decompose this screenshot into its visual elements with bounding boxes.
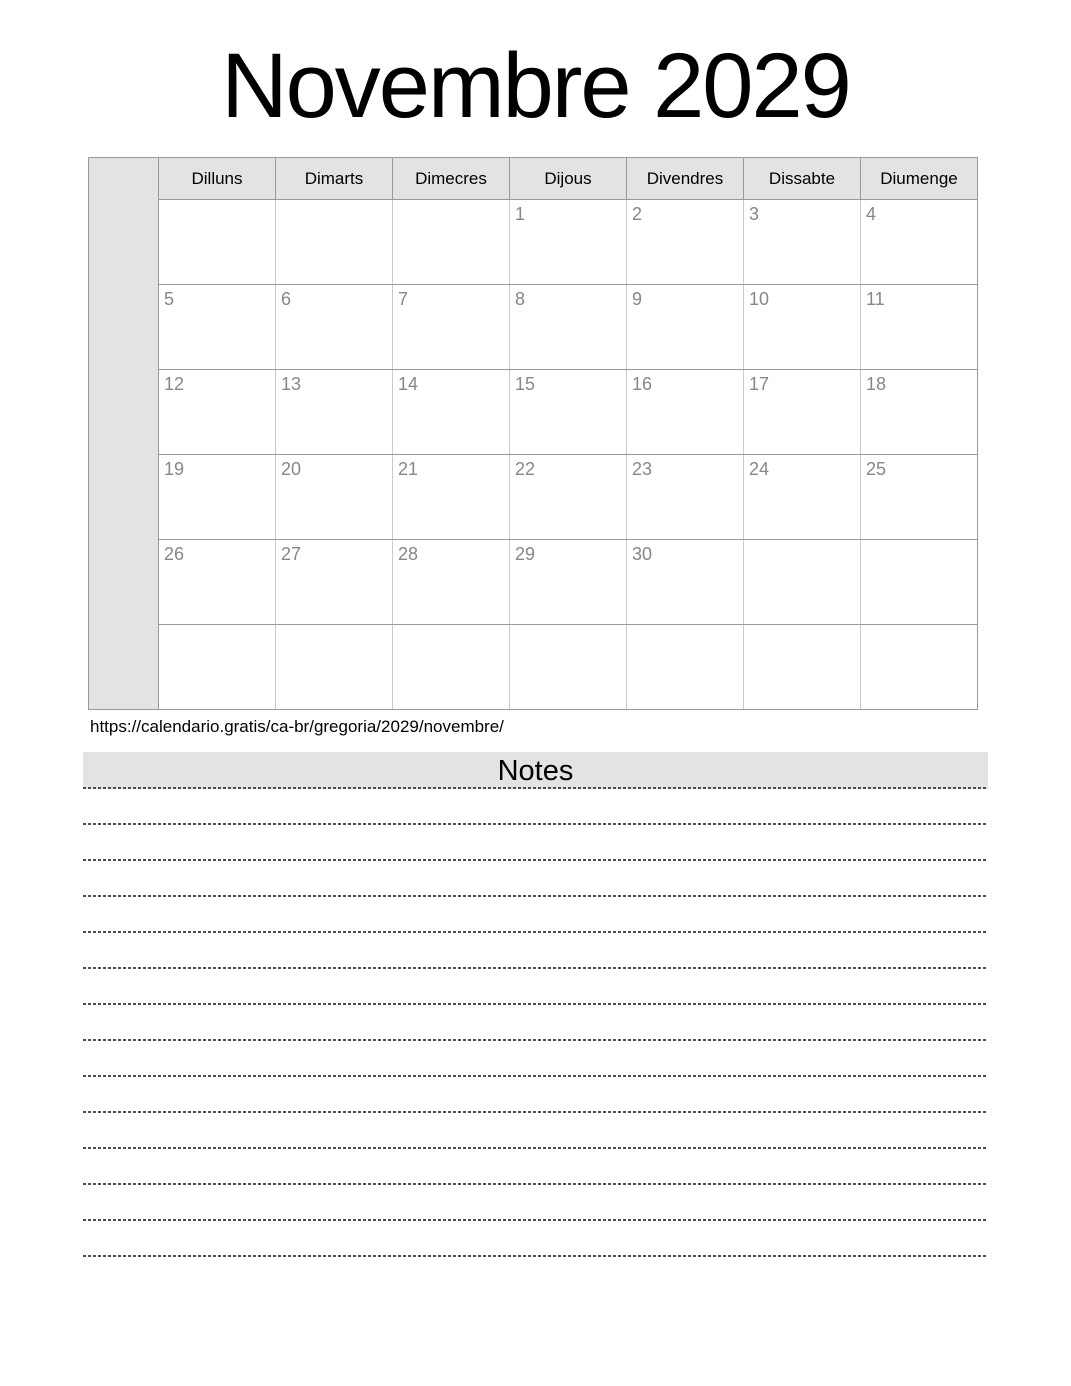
note-line xyxy=(83,1041,988,1077)
week-number-column xyxy=(89,158,159,710)
calendar-week-row xyxy=(89,625,978,710)
calendar-week-row xyxy=(89,285,978,370)
calendar-day-cell: 18 xyxy=(861,370,978,455)
calendar-day-cell: 21 xyxy=(393,455,510,540)
calendar-day-cell: 20 xyxy=(276,455,393,540)
calendar-day-cell: 16 xyxy=(627,370,744,455)
weekday-header-thursday: Dijous xyxy=(510,158,627,200)
page-title: Novembre 2029 xyxy=(221,35,850,137)
calendar-day-cell: 27 xyxy=(276,540,393,625)
weekday-header-wednesday: Dimecres xyxy=(393,158,510,200)
calendar-week-row xyxy=(89,455,978,540)
calendar-day-cell: 25 xyxy=(861,455,978,540)
calendar-week-row xyxy=(89,200,978,285)
notes-header: Notes xyxy=(83,752,988,789)
calendar-day-cell: 23 xyxy=(627,455,744,540)
note-line xyxy=(83,861,988,897)
calendar-day-cell: 9 xyxy=(627,285,744,370)
calendar-empty-cell xyxy=(159,200,276,285)
calendar-empty-cell xyxy=(276,200,393,285)
calendar-empty-cell xyxy=(393,200,510,285)
calendar-empty-cell xyxy=(744,540,861,625)
weekday-header-friday: Divendres xyxy=(627,158,744,200)
calendar-day-cell: 1 xyxy=(510,200,627,285)
note-line xyxy=(83,897,988,933)
calendar-day-cell: 10 xyxy=(744,285,861,370)
calendar-day-cell: 8 xyxy=(510,285,627,370)
calendar-empty-cell xyxy=(861,625,978,710)
calendar-day-cell: 12 xyxy=(159,370,276,455)
calendar-week-row xyxy=(89,540,978,625)
calendar-week-row xyxy=(89,370,978,455)
calendar-day-cell: 29 xyxy=(510,540,627,625)
note-line xyxy=(83,1005,988,1041)
weekday-header-row xyxy=(89,158,978,200)
note-line xyxy=(83,1077,988,1113)
note-line xyxy=(83,1221,988,1257)
calendar-day-cell: 30 xyxy=(627,540,744,625)
source-url: https://calendario.gratis/ca-br/gregoria/2029/novembre/ xyxy=(90,717,504,736)
calendar-day-cell: 4 xyxy=(861,200,978,285)
calendar-empty-cell xyxy=(861,540,978,625)
calendar-day-cell: 2 xyxy=(627,200,744,285)
calendar-empty-cell xyxy=(627,625,744,710)
calendar-day-cell: 3 xyxy=(744,200,861,285)
calendar-day-cell: 13 xyxy=(276,370,393,455)
calendar-day-cell: 22 xyxy=(510,455,627,540)
note-line xyxy=(83,789,988,825)
calendar-day-cell: 6 xyxy=(276,285,393,370)
note-line xyxy=(83,969,988,1005)
note-line xyxy=(83,1149,988,1185)
calendar-empty-cell xyxy=(393,625,510,710)
weekday-header-tuesday: Dimarts xyxy=(276,158,393,200)
notes-section xyxy=(83,752,988,1257)
note-line xyxy=(83,1185,988,1221)
calendar-day-cell: 14 xyxy=(393,370,510,455)
calendar-day-cell: 24 xyxy=(744,455,861,540)
note-line xyxy=(83,825,988,861)
calendar-day-cell: 5 xyxy=(159,285,276,370)
calendar-empty-cell xyxy=(276,625,393,710)
note-line xyxy=(83,1113,988,1149)
calendar-day-cell: 26 xyxy=(159,540,276,625)
calendar-day-cell: 15 xyxy=(510,370,627,455)
calendar-day-cell: 7 xyxy=(393,285,510,370)
note-line xyxy=(83,933,988,969)
calendar-empty-cell xyxy=(744,625,861,710)
notes-lines xyxy=(83,789,988,1257)
calendar-day-cell: 19 xyxy=(159,455,276,540)
calendar-day-cell: 11 xyxy=(861,285,978,370)
calendar-empty-cell xyxy=(510,625,627,710)
calendar-day-cell: 17 xyxy=(744,370,861,455)
weekday-header-monday: Dilluns xyxy=(159,158,276,200)
weekday-header-sunday: Diumenge xyxy=(861,158,978,200)
calendar-empty-cell xyxy=(159,625,276,710)
weekday-header-saturday: Dissabte xyxy=(744,158,861,200)
calendar-day-cell: 28 xyxy=(393,540,510,625)
calendar-table xyxy=(88,157,978,710)
